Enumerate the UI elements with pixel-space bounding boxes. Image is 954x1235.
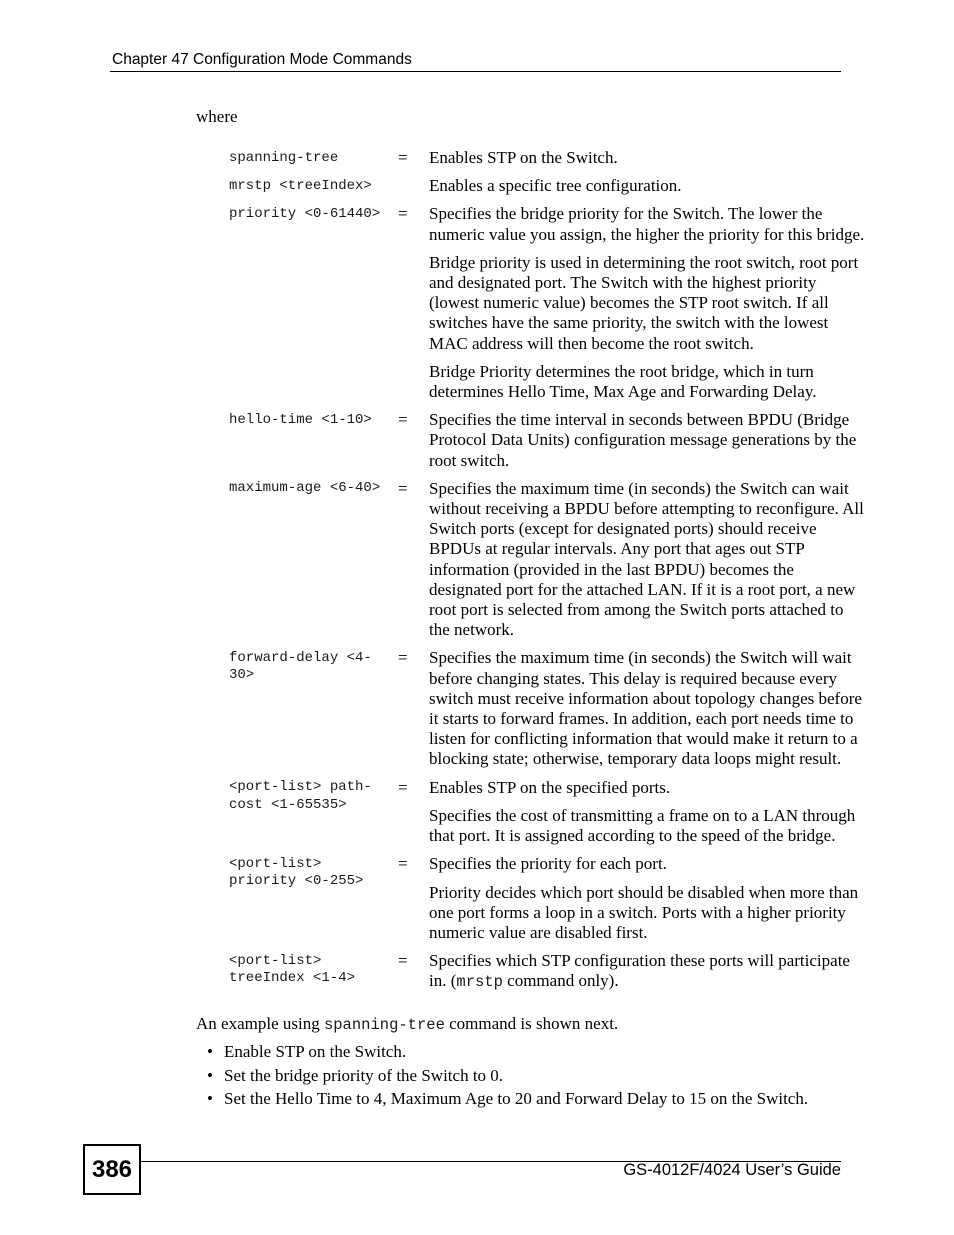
description-paragraph — [429, 806, 874, 846]
definition-row-spanning-tree — [229, 148, 879, 176]
description-line: and designated port. The Switch with the highest priority — [429, 273, 817, 293]
command-term — [229, 204, 397, 223]
term-line: priority <0-255> — [229, 873, 364, 890]
definition-row-tree-index — [229, 951, 879, 1000]
definition-row-hello-time — [229, 410, 879, 479]
command-term — [229, 778, 397, 815]
term-line: treeIndex <1-4> — [229, 970, 356, 987]
description-line: MAC address will then become the root switch. — [429, 333, 754, 353]
description-line: without receiving a BPDU before attempting to reconfigure. All — [429, 499, 864, 519]
term-line: spanning-tree — [229, 149, 339, 166]
definition-row-port-priority — [229, 854, 879, 951]
list-item-text: Enable STP on the Switch. — [224, 1042, 407, 1061]
description-line: Specifies the bridge priority for the Switch. The lower the — [429, 204, 823, 224]
description-line: Bridge priority is used in determining the root switch, root port — [429, 252, 859, 272]
definition-row-path-cost — [229, 778, 879, 855]
description-line: designated port for the attached LAN. If it is a root port, a new — [429, 579, 856, 599]
example-intro — [196, 1014, 618, 1035]
list-item — [207, 1089, 808, 1109]
equals-sign: = — [398, 951, 408, 971]
description-line: root port is selected from among the Switch ports attached to — [429, 600, 844, 620]
intro-text: where — [196, 107, 238, 126]
command-term — [229, 148, 397, 167]
page-number-box — [83, 1144, 141, 1195]
definition-row-forward-delay — [229, 648, 879, 777]
list-item — [207, 1042, 808, 1062]
description-text: command only). — [502, 971, 619, 991]
description-line: Protocol Data Units) configuration message generations by the — [429, 430, 857, 450]
description-line: one port forms a loop in a switch. Ports with a higher priority — [429, 902, 846, 922]
description-paragraph — [429, 648, 874, 769]
definition-row-maximum-age — [229, 479, 879, 649]
description-line: switch must receive information about topology changes before — [429, 688, 862, 708]
description — [429, 410, 874, 479]
definition-table — [229, 148, 879, 1001]
guide-title: GS-4012F/4024 User’s Guide — [623, 1161, 841, 1179]
description-line: before changing states. This delay is required because every — [429, 668, 837, 688]
term-line: <port-list> — [229, 952, 322, 969]
term-line: priority <0-61440> — [229, 205, 381, 222]
description-line: blocking state; otherwise, temporary data loops might result. — [429, 749, 842, 769]
description-line: Specifies the priority for each port. — [429, 854, 667, 874]
definition-row-priority — [229, 204, 879, 410]
description-line: information (provided in the last BPDU) becomes the — [429, 559, 794, 579]
description — [429, 148, 874, 176]
description-text: in. ( — [429, 971, 457, 991]
description-line: Enables a specific tree configuration. — [429, 176, 682, 196]
example-text: command is shown next. — [444, 1014, 619, 1033]
description-paragraph — [429, 410, 874, 471]
term-line: cost <1-65535> — [229, 796, 347, 813]
description-line: Specifies the maximum time (in seconds) the Switch can wait — [429, 478, 849, 498]
bullet-icon: • — [207, 1042, 213, 1061]
equals-sign: = — [398, 478, 408, 498]
description-line — [429, 971, 874, 992]
description — [429, 176, 874, 204]
description-paragraph — [429, 883, 874, 944]
description-line: that port. It is assigned according to the speed of the bridge. — [429, 826, 836, 846]
equals-sign: = — [398, 204, 408, 224]
equals-sign: = — [398, 148, 408, 167]
command-term — [229, 410, 397, 429]
description-paragraph — [429, 204, 874, 244]
definition-row-mrstp — [229, 176, 879, 204]
description-line: numeric value you assign, the higher the priority for this bridge. — [429, 224, 865, 244]
term-line: <port-list> path- — [229, 779, 372, 796]
description-paragraph — [429, 479, 874, 641]
description-line: (lowest numeric value) becomes the STP root switch. If all — [429, 293, 829, 313]
description-line: listen for conflicting information that would make it return to a — [429, 729, 858, 749]
description-line: BPDUs at regular intervals. Any port that ages out STP — [429, 539, 805, 559]
command-term — [229, 176, 397, 195]
description-line: Specifies the maximum time (in seconds) the Switch will wait — [429, 648, 852, 668]
list-item-text: Set the bridge priority of the Switch to 0. — [224, 1065, 504, 1085]
description — [429, 204, 874, 410]
equals-sign: = — [398, 854, 408, 874]
inline-code: spanning-tree — [323, 1016, 445, 1034]
bullet-list — [207, 1042, 808, 1113]
description-paragraph — [429, 951, 874, 992]
description-paragraph — [429, 854, 874, 874]
example-text: An example using — [196, 1014, 324, 1033]
term-line: mrstp <treeIndex> — [229, 177, 372, 194]
list-item-text: Set the Hello Time to 4, Maximum Age to 20 and Forward Delay to 15 on the Switch. — [224, 1089, 809, 1109]
bullet-icon: • — [207, 1065, 213, 1085]
description-paragraph — [429, 148, 874, 168]
description-line: it starts to forward frames. In addition, each port needs time to — [429, 709, 854, 729]
description-line: Priority decides which port should be disabled when more than — [429, 882, 859, 902]
description-line: Enables STP on the Switch. — [429, 148, 618, 167]
description-line: numeric value are disabled first. — [429, 922, 648, 942]
command-term — [229, 951, 397, 988]
description-line: Switch ports (except for designated ports) should receive — [429, 519, 817, 539]
description — [429, 951, 874, 1000]
command-term — [229, 479, 397, 498]
term-line: forward-delay <4- — [229, 649, 372, 666]
list-item — [207, 1066, 808, 1086]
equals-sign: = — [398, 648, 408, 668]
description-line: determines Hello Time, Max Age and Forwarding Delay. — [429, 382, 817, 402]
description — [429, 479, 874, 649]
description-line: Bridge Priority determines the root bridge, which in turn — [429, 361, 814, 381]
command-term — [229, 854, 397, 891]
description-line: the network. — [429, 620, 514, 640]
description-line: Specifies which STP configuration these ports will participate — [429, 951, 850, 971]
term-line: <port-list> — [229, 855, 322, 872]
description-line: Enables STP on the specified ports. — [429, 777, 671, 797]
description-line: root switch. — [429, 450, 510, 470]
inline-code: mrstp — [456, 973, 503, 992]
description-paragraph — [429, 253, 874, 354]
description — [429, 648, 874, 777]
bullet-icon: • — [207, 1089, 213, 1109]
term-line: 30> — [229, 667, 255, 684]
description-paragraph — [429, 176, 874, 196]
description-line: switches have the same priority, the switch with the lowest — [429, 313, 829, 333]
chapter-title: Chapter 47 Configuration Mode Commands — [112, 51, 412, 68]
description — [429, 854, 874, 951]
equals-sign: = — [398, 410, 408, 430]
description-paragraph — [429, 362, 874, 402]
description-line: Specifies the cost of transmitting a frame on to a LAN through — [429, 805, 856, 825]
equals-sign: = — [398, 777, 408, 797]
description-paragraph — [429, 778, 874, 798]
command-term — [229, 648, 397, 685]
header-rule — [110, 71, 841, 72]
description — [429, 778, 874, 855]
term-line: maximum-age <6-40> — [229, 480, 381, 497]
page-number: 386 — [91, 1155, 133, 1183]
description-line: Specifies the time interval in seconds between BPDU (Bridge — [429, 410, 850, 430]
term-line: hello-time <1-10> — [229, 411, 372, 428]
